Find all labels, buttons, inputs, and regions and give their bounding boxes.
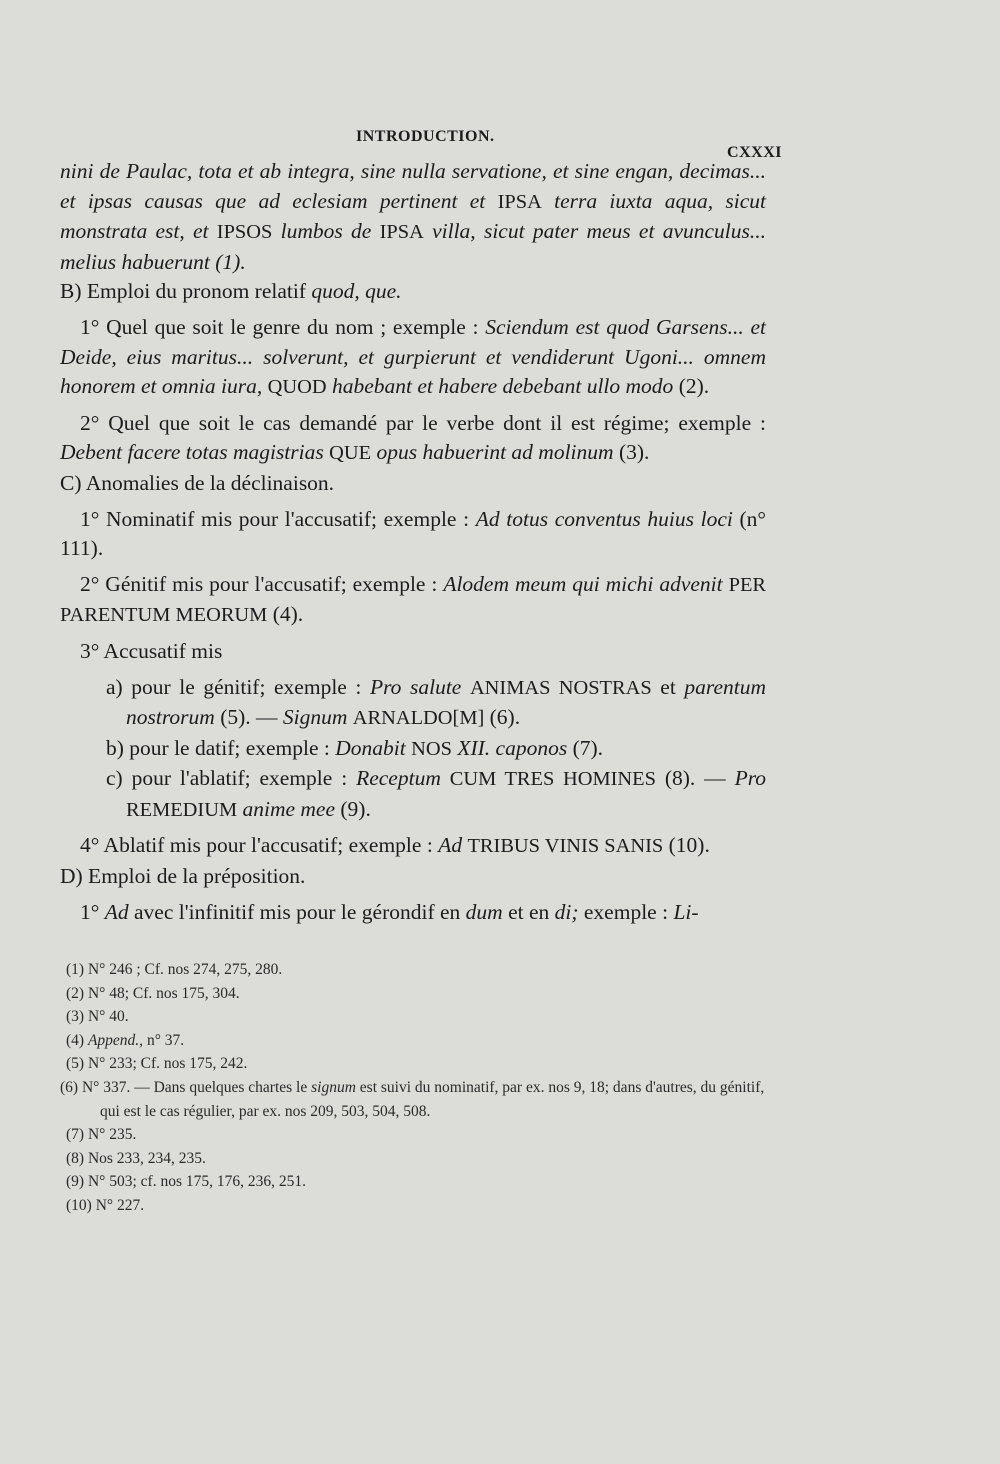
paragraph-c4: 4° Ablatif mis pour l'accusatif; exemple : Ad TRIBUS VINIS SANIS (10). xyxy=(80,833,710,858)
section-heading-b: B) Emploi du pronom relatif quod, que. xyxy=(60,279,402,304)
section-heading-d: D) Emploi de la préposition. xyxy=(60,864,306,889)
footnotes xyxy=(60,958,766,1218)
footnote-9: (9) N° 503; cf. nos 175, 176, 236, 251. xyxy=(66,1173,306,1191)
paragraph-c3c: c) pour l'ablatif; exemple : Receptum CUM TRES HOMINES (8). — Pro REMEDIUM anime mee (9). xyxy=(106,766,767,821)
footnote-10: (10) N° 227. xyxy=(66,1196,145,1214)
paragraph-b2: 2° Quel que soit le cas demandé par le verbe dont il est régime; exemple : Debent facere totas magistrias QUE opus habuerint ad molinum (3). xyxy=(60,410,766,465)
paragraph-d1: 1° Ad avec l'infinitif mis pour le gérondif en dum et en di; exemple : Li- xyxy=(80,899,699,924)
paragraph-c3b: b) pour le datif; exemple : Donabit NOS XII. caponos (7). xyxy=(106,735,604,760)
header-title: INTRODUCTION. xyxy=(356,128,495,145)
paragraph-c3: 3° Accusatif mis xyxy=(80,638,223,663)
page-number: CXXXI xyxy=(727,144,782,161)
footnote-7: (7) N° 235. xyxy=(66,1126,137,1144)
body-text xyxy=(60,157,766,927)
footnote-5: (5) N° 233; Cf. nos 175, 242. xyxy=(66,1055,248,1073)
paragraph-continuation: nini de Paulac, tota et ab integra, sine nulla servatione, et sine engan, decimas... et ipsas causas que ad eclesiam pertinent et IPSA terra iuxta aqua, sicut monstrata est, et IPSOS lumbos de IPSA villa, sicut pater meus et avunculus... melius habuerunt (1). xyxy=(60,159,767,274)
paragraph-b1: 1° Quel que soit le genre du nom ; exemple : Sciendum est quod Garsens... et Deide, eius maritus... solverunt, et gurpierunt et vendiderunt Ugoni... omnem honorem et omnia iura, QUOD habebant et habere debebant ullo modo (2). xyxy=(60,314,767,399)
paragraph-c1: 1° Nominatif mis pour l'accusatif; exemple : Ad totus conventus huius loci (n° 111). xyxy=(60,506,767,561)
paragraph-c3a: a) pour le génitif; exemple : Pro salute ANIMAS NOSTRAS et parentum nostrorum (5). — Signum ARNALDO[M] (6). xyxy=(106,674,767,730)
footnote-1: (1) N° 246 ; Cf. nos 274, 275, 280. xyxy=(66,961,283,978)
footnote-6: (6) N° 337. — Dans quelques chartes le signum est suivi du nominatif, par ex. nos 9, 18; dans d'autres, du génitif, qui est le cas régulier, par ex. nos 209, 503, 504, 508. xyxy=(60,1078,765,1120)
footnote-8: (8) Nos 233, 234, 235. xyxy=(66,1149,206,1167)
footnote-4: (4) Append., n° 37. xyxy=(66,1031,185,1049)
section-heading-c: C) Anomalies de la déclinaison. xyxy=(60,470,335,495)
footnote-3: (3) N° 40. xyxy=(66,1008,129,1026)
footnote-2: (2) N° 48; Cf. nos 175, 304. xyxy=(66,984,240,1002)
paragraph-c2: 2° Génitif mis pour l'accusatif; exemple : Alodem meum qui michi advenit PER PARENTUM MEORUM (4). xyxy=(60,571,767,627)
